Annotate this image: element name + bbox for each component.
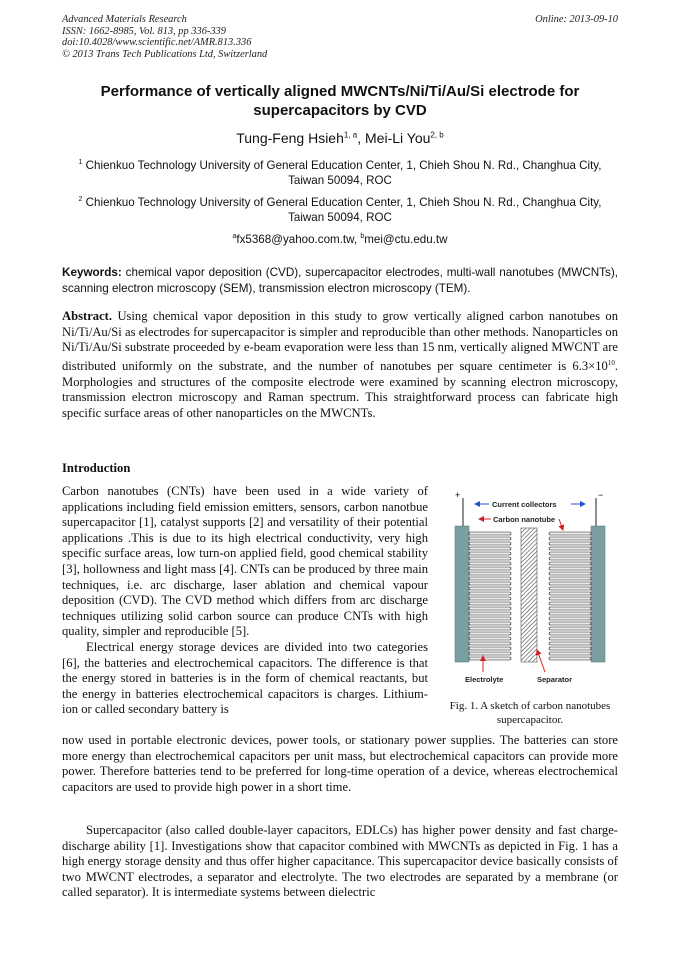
nanotube — [549, 577, 591, 580]
nanotube — [549, 582, 591, 585]
nanotube — [469, 632, 511, 635]
keywords-text: chemical vapor deposition (CVD), supercapacitor electrodes, multi-wall nanotubes (MWCNTs), scanning electron microscopy (SEM), transmission electron microscopy (TEM). — [62, 266, 619, 295]
intro-paragraph-1: Carbon nanotubes (CNTs) have been used in a wide variety of applications including field emission emitters, sensors, carbon nanotbue supercapacitor [1], catalyst supports [2] and versatility of their potential applications .This is due to its high electrical conductivity, very high specific surface areas, low turn-on applied field, good chemical stability [3], hollowness and light mass [4]. CNTs can be produced by three main techniques, i.e. arc discharge, laser ablation and chemical vapour deposition (CVD). The CVD method which differs from arc discharge techniques utilizing solid carbon source can produce CNTs with high quality, simpler and reproducible [5]. — [62, 484, 428, 639]
nanotube — [549, 572, 591, 575]
nanotube — [549, 552, 591, 555]
keywords — [62, 265, 618, 296]
nanotube — [549, 657, 591, 660]
intro-paragraph-2b: now used in portable electronic devices, power tools, or stationary power supplies. The batteries can store more energy than electrochemical capacitors per unit mass, but electrochemical capacitors can provide more power. Therefore batteries tend to be preferred for long-time operation of a device, whereas electrochemical capacitors are used to provide high power in a short time. — [62, 733, 618, 794]
minus-sign: − — [598, 490, 604, 500]
abstract — [62, 309, 618, 421]
copyright-line: © 2013 Trans Tech Publications Ltd, Switzerland — [62, 48, 268, 60]
abstract-label: Abstract. — [62, 309, 113, 323]
author-2-sup: 2, b — [430, 130, 444, 140]
nanotube — [549, 627, 591, 630]
nanotube — [549, 592, 591, 595]
nanotube — [549, 612, 591, 615]
separator-arrow — [537, 650, 545, 672]
nanotube — [469, 602, 511, 605]
nanotube — [469, 582, 511, 585]
nanotube — [549, 587, 591, 590]
abstract-text-2: . Morphologies and structures of the composite electrode were examined by scanning electron microscopy, transmission electron microscopy and Raman spectrum. This straightforward process can fabricate high specific surface areas of other nanoparticles on the MWCNTs. — [62, 358, 618, 420]
nanotube — [549, 547, 591, 550]
left-collector — [455, 526, 469, 662]
email-line — [62, 229, 618, 247]
nanotube — [469, 642, 511, 645]
nanotube — [469, 647, 511, 650]
nanotube — [469, 607, 511, 610]
nanotube — [469, 542, 511, 545]
nanotube — [549, 532, 591, 535]
email-sep: , — [353, 232, 361, 246]
nanotube — [469, 627, 511, 630]
nanotube — [469, 612, 511, 615]
nanotube — [469, 537, 511, 540]
introduction-heading: Introduction — [62, 461, 131, 475]
nanotube — [549, 542, 591, 545]
nanotube — [469, 577, 511, 580]
nanotube — [469, 532, 511, 535]
label-carbon-nanotube: Carbon nanotube — [493, 515, 556, 524]
journal-header — [62, 14, 618, 60]
intro-column — [62, 484, 428, 718]
nanotube — [469, 552, 511, 555]
email-a-sup: a — [232, 233, 237, 240]
author-1: Tung-Feng Hsieh — [236, 130, 344, 146]
nanotube — [469, 562, 511, 565]
affiliation-1-text: Chienkuo Technology University of General Education Center, 1, Chieh Shou N. Rd., Changhua City, Taiwan 50094, ROC — [85, 158, 602, 188]
nanotube — [549, 562, 591, 565]
affiliation-2-sup: 2 — [78, 196, 83, 203]
nanotube — [469, 557, 511, 560]
nanotube-arrow-2 — [559, 519, 563, 530]
email-b-sup: b — [360, 233, 365, 240]
right-nanotubes — [549, 532, 591, 660]
author-1-sup: 1, a — [343, 130, 358, 140]
author-2: Mei-Li You — [365, 130, 431, 146]
affiliation-2 — [62, 192, 618, 226]
abstract-text-1: Using chemical vapor deposition in this study to grow vertically aligned carbon nanotubes on Ni/Ti/Au/Si as electrodes for supercapacitor is simpler and reproducible than other methods. Nanoparticles on Ni/Ti/Au/Si substrate proceeded by e-beam evaporation were less than 15 nm, vertically aligned MWCNT are distributed uniformly on the substrate, and the number of nanotubes per square centimeter is 6.3×10 — [62, 309, 618, 373]
keywords-label: Keywords: — [62, 266, 122, 279]
nanotube — [469, 637, 511, 640]
nanotube — [549, 622, 591, 625]
online-date: Online: 2013-09-10 — [535, 14, 618, 25]
left-nanotubes — [469, 532, 511, 660]
nanotube — [469, 622, 511, 625]
nanotube — [549, 557, 591, 560]
intro-paragraph-3: Supercapacitor (also called double-layer capacitors, EDLCs) has higher power density and fast charge-discharge ability [1]. Investigations show that capacitor combined with MWCNTs as depicted in Fig. 1 has a high energy storage density and thus offer higher capacitance. This supercapacitor device basically consists of two MWCNT electrodes, a separator and electrolyte. The two electrodes are separated by a membrane (or called separator). It is intermediate systems between dielectric — [62, 823, 618, 900]
nanotube — [469, 547, 511, 550]
nanotube — [469, 567, 511, 570]
supercapacitor-sketch — [445, 490, 615, 694]
paper-title: Performance of vertically aligned MWCNTs/Ni/Ti/Au/Si electrode for supercapacitors by CVD — [100, 83, 580, 119]
journal-name: Advanced Materials Research — [62, 14, 187, 25]
nanotube — [549, 597, 591, 600]
right-collector — [591, 526, 605, 662]
author-line — [62, 130, 618, 146]
nanotube — [549, 567, 591, 570]
label-electrolyte: Electrolyte — [465, 675, 504, 684]
nanotube — [469, 597, 511, 600]
nanotube — [549, 642, 591, 645]
nanotube — [469, 652, 511, 655]
doi-line: doi:10.4028/www.scientific.net/AMR.813.336 — [62, 37, 252, 49]
intro-paragraph-2a: Electrical energy storage devices are divided into two categories [6], the batteries and electrochemical capacitors. The difference is that the energy stored in batteries is in the form of chemical reactants, but the energy in batteries electrochemical capacitors is charges. Lithium-ion or called secondary battery is — [62, 639, 428, 717]
nanotube — [469, 617, 511, 620]
figure-1 — [445, 490, 615, 694]
label-separator: Separator — [537, 675, 573, 684]
nanotube — [549, 632, 591, 635]
nanotube — [549, 647, 591, 650]
nanotube — [469, 572, 511, 575]
affiliation-1-sup: 1 — [78, 159, 83, 166]
nanotube — [469, 587, 511, 590]
abstract-exponent: 10 — [607, 358, 615, 367]
separator-membrane — [521, 528, 537, 662]
nanotube — [549, 652, 591, 655]
nanotube — [469, 592, 511, 595]
author-sep: , — [357, 130, 366, 146]
nanotube — [469, 657, 511, 660]
plus-sign: + — [455, 490, 461, 500]
nanotube — [549, 602, 591, 605]
nanotube — [549, 607, 591, 610]
affiliation-2-text: Chienkuo Technology University of General Education Center, 1, Chieh Shou N. Rd., Changhua City, Taiwan 50094, ROC — [85, 195, 602, 225]
nanotube — [549, 537, 591, 540]
nanotube — [549, 637, 591, 640]
figure-caption: Fig. 1. A sketch of carbon nanotubes supercapacitor. — [449, 700, 611, 726]
email-a[interactable]: fx5368@yahoo.com.tw — [236, 232, 354, 246]
issn-line: ISSN: 1662-8985, Vol. 813, pp 336-339 — [62, 25, 226, 37]
email-b[interactable]: mei@ctu.edu.tw — [364, 232, 448, 246]
affiliation-1 — [62, 155, 618, 189]
label-current-collectors: Current collectors — [492, 500, 557, 509]
nanotube — [549, 617, 591, 620]
